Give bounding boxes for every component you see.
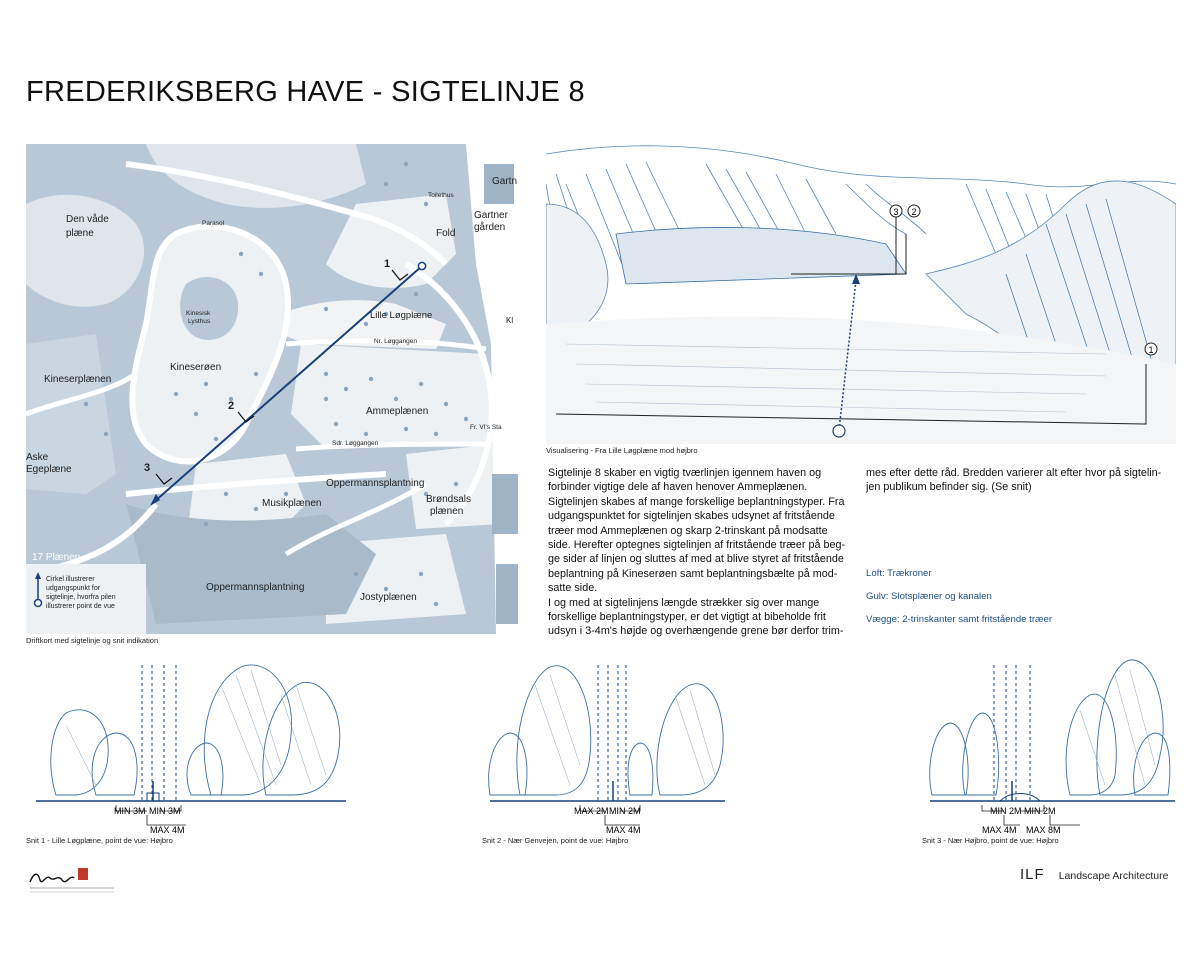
map-label-jostyplaenen: Jostyplænen xyxy=(360,592,417,603)
viz-marker-label-1: 1 xyxy=(1148,345,1154,355)
section-1-dim-label-3: MAX 4M xyxy=(150,825,185,835)
description-line: forbinder vigtige dele af haven henover Ammeplænen. xyxy=(548,481,808,494)
description-line: I og med at sigtelinjens længde strækker sig over mange xyxy=(548,596,820,609)
section-1-dim-label-1: MIN 3M xyxy=(114,806,146,816)
map-label-fr-vis: Fr. VI's Sta xyxy=(470,424,502,431)
section-2-caption: Snit 2 - Nær Genvejen, point de vue: Højbro xyxy=(482,836,629,845)
section-1 xyxy=(26,655,356,845)
map-label-oppermannsplantning-2: Oppermannsplantning xyxy=(206,582,305,593)
map-label-lysthus: Lysthus xyxy=(188,318,211,325)
map-label-kl: Kl xyxy=(506,316,514,325)
map-label-kineserplaenen: Kineserplænen xyxy=(44,374,112,385)
description-line: satte side. xyxy=(548,582,598,595)
map-label-kinesisk: Kinesisk xyxy=(186,310,211,317)
site-map xyxy=(26,144,520,634)
map-legend-line-3: sigtelinje, hvorfra pilen xyxy=(46,594,116,601)
section-3-dim-c xyxy=(1004,815,1020,825)
section-3-dim-label-1: MIN 2M xyxy=(990,806,1022,816)
map-label-brondsals: Brøndsals xyxy=(426,494,472,505)
section-2-sight-lines xyxy=(598,665,626,800)
map-label-gaarden: gården xyxy=(474,222,506,233)
description-line: Sigtelinje 8 skaber en vigtig tværlinjen igennem haven og xyxy=(548,467,822,479)
section-1-dim-label-2: MIN 3M xyxy=(149,806,181,816)
section-2-dim-label-2: MIN 2M xyxy=(609,806,641,816)
section-3 xyxy=(920,655,1180,845)
description-line: forskellige beplantningstyper, er det vigtigt at bibeholde frit xyxy=(548,611,826,624)
map-label-ammeplaenen: Ammeplænen xyxy=(366,406,429,417)
description-line: udgangspunktet for sigtelinjen skabes udsynet af fritstående xyxy=(548,510,835,523)
map-section-label-1: 1 xyxy=(384,258,391,270)
map-label-egeplaene: Egeplæne xyxy=(26,464,72,475)
legend-loft: Loft: Trækroner xyxy=(866,568,932,579)
section-3-dim-label-4: MAX 8M xyxy=(1026,825,1061,835)
description-line: mes efter dette råd. Bredden varierer alt efter hvor på sigtelin- xyxy=(866,467,1162,479)
logo-drawing xyxy=(26,862,118,896)
description-column-1 xyxy=(548,466,854,639)
map-label-musikplaenen: Musikplænen xyxy=(262,498,322,509)
map-legend-circle xyxy=(35,600,42,607)
viz-origin-circle xyxy=(833,425,845,437)
page-title: FREDERIKSBERG HAVE - SIGTELINJE 8 xyxy=(26,76,585,108)
map-label-oppermannsplantning-1: Oppermannsplantning xyxy=(326,478,425,489)
map-section-label-3: 3 xyxy=(144,462,151,474)
kulturministeriet-logo xyxy=(26,862,118,896)
map-island-pond xyxy=(180,277,238,340)
map-legend-line-4: illustrerer point de vue xyxy=(46,603,115,610)
viz-marker-label-3: 3 xyxy=(893,207,899,217)
section-3-drawing xyxy=(920,655,1180,845)
section-3-dim-label-3: MAX 4M xyxy=(982,825,1017,835)
ilf-mark: ILF xyxy=(1020,866,1045,883)
section-2-drawing xyxy=(480,655,740,845)
section-3-dim-d xyxy=(1050,815,1080,825)
section-3-sight-lines xyxy=(994,665,1030,800)
map-label-parasol: Parasol xyxy=(202,220,225,227)
section-2-dim-label-1: MAX 2M xyxy=(574,806,609,816)
map-label-toilethus: Toilethus xyxy=(428,192,454,199)
map-section-label-2: 2 xyxy=(228,400,235,412)
map-label-lille-logplaene: Lille Løgplæne xyxy=(370,310,433,321)
section-2-trees xyxy=(489,666,723,795)
map-lawn-amme xyxy=(291,344,496,449)
section-3-dim-label-2: MIN 2M xyxy=(1024,806,1056,816)
map-label-brondsals-plaenen: plænen xyxy=(430,506,464,517)
section-2-dim-c xyxy=(605,815,640,825)
map-label-sdr-loggangen: Sdr. Løggangen xyxy=(332,440,379,447)
map-building-3 xyxy=(496,564,518,624)
visualization-drawing xyxy=(546,144,1176,444)
viz-marker-label-2: 2 xyxy=(911,207,917,217)
sightline-visualization xyxy=(546,144,1176,444)
map-label-plaene: plæne xyxy=(66,228,94,239)
map-label-17-plaenen: 17 Plænen xyxy=(32,552,81,563)
description-line: jen publikum befinder sig. (Se snit) xyxy=(866,481,1032,494)
section-1-sight-lines xyxy=(142,665,176,800)
map-label-nr-loggangen: Nr. Løggangen xyxy=(374,338,418,345)
section-1-trees xyxy=(51,665,340,795)
description-line: ge sider af linjen og sluttes af med at blive styret af fritstående xyxy=(548,553,844,566)
section-2-dim-label-3: MAX 4M xyxy=(606,825,641,835)
section-1-dim-c xyxy=(147,815,186,825)
section-2-tree-hatch xyxy=(535,675,715,785)
map-label-den-vade: Den våde xyxy=(66,214,109,225)
section-1-caption: Snit 1 - Lille Løgplæne, point de vue: Højbro xyxy=(26,836,173,845)
section-3-tree-hatch xyxy=(1080,670,1155,785)
section-1-tree-hatch xyxy=(66,670,326,785)
description-line: udsyn i 3-4m's højde og overhængende grene bør derfor trim- xyxy=(548,625,844,638)
description-line: beplantning på Kineserøen samt beplantningsbælte på mod- xyxy=(548,567,838,580)
map-caption: Driftkort med sigtelinje og snit indikation xyxy=(26,636,159,645)
description-line: Sigtelinjen skabes af mange forskellige beplantningstyper. Fra xyxy=(548,495,845,508)
legend-vaegge: Vægge: 2-trinskanter samt fritstående træer xyxy=(866,614,1053,625)
map-legend-line-2: udgangspunkt for xyxy=(46,585,101,592)
section-2 xyxy=(480,655,740,845)
description-line: træer mod Ammeplænen og skarp 2-trinskant på modsatte xyxy=(548,524,828,537)
map-sightline-origin xyxy=(418,262,425,269)
description-line: side. Herefter optegnes sigtelinjen af fritstående træer på beg- xyxy=(548,539,846,552)
map-label-kineseroen: Kineserøen xyxy=(170,362,222,373)
legend-gulv: Gulv: Slotsplæner og kanalen xyxy=(866,591,992,602)
map-building-2 xyxy=(492,474,518,534)
section-1-drawing xyxy=(26,655,356,845)
section-3-caption: Snit 3 - Nær Højbro, point de vue: Højbro xyxy=(922,836,1059,845)
visualization-caption: Visualisering - Fra Lille Løgplæne mod højbro xyxy=(546,446,698,455)
ilf-brand xyxy=(1020,866,1168,883)
map-legend-line-1: Cirkel illustrerer xyxy=(46,576,95,583)
map-label-aske: Aske xyxy=(26,452,49,463)
map-label-gartner: Gartner xyxy=(474,210,508,221)
section-3-trees xyxy=(930,660,1170,795)
ilf-text: Landscape Architecture xyxy=(1058,870,1169,882)
map-label-fold: Fold xyxy=(436,228,456,239)
map-label-gartn: Gartn xyxy=(492,176,518,187)
description-column-2 xyxy=(866,466,1176,495)
